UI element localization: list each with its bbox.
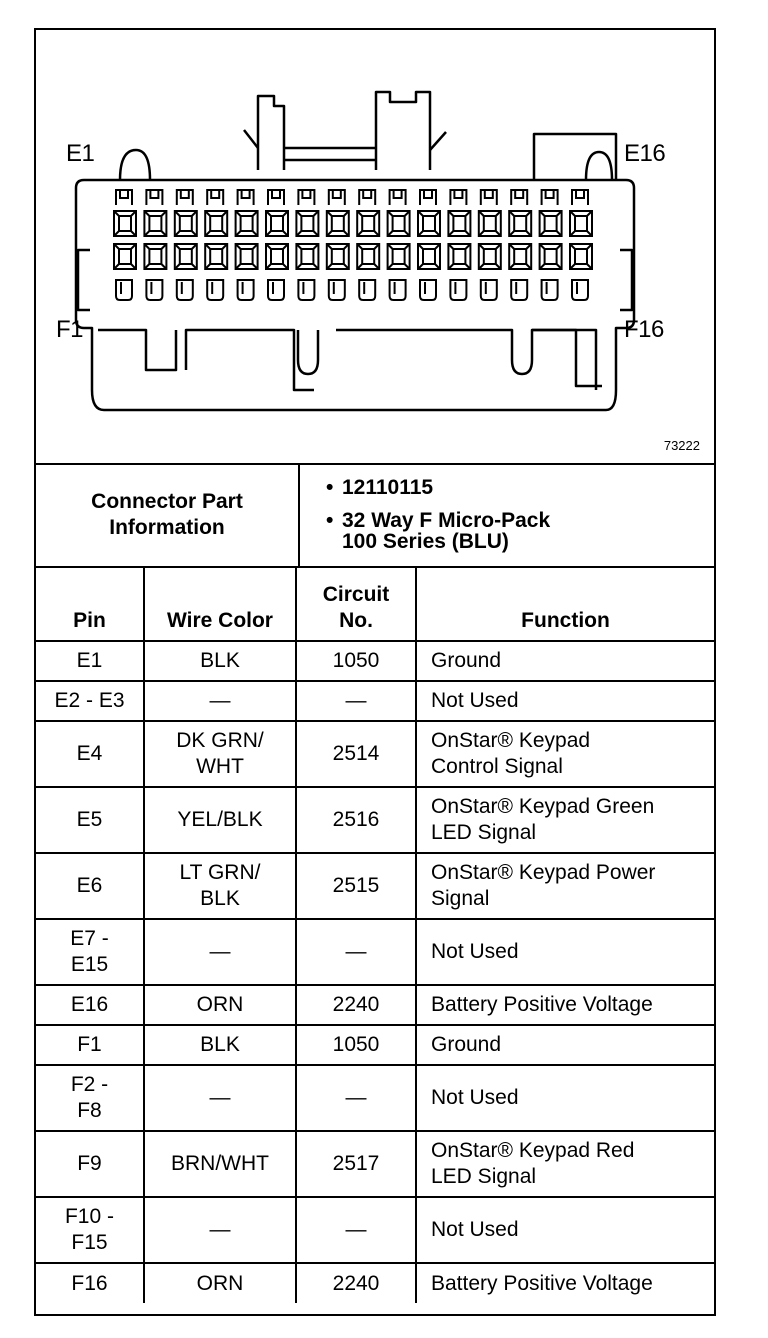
- circuit-cell: —: [296, 1197, 416, 1263]
- wire-color-cell: —: [144, 681, 296, 721]
- pin-cavity: [205, 211, 227, 236]
- top-slot: [268, 190, 284, 205]
- top-slot: [542, 190, 558, 205]
- pin-cell: F9: [36, 1131, 144, 1197]
- table-row: [36, 721, 714, 787]
- top-slot: [329, 190, 345, 205]
- pin-cell: F10 - F15: [36, 1197, 144, 1263]
- top-slot: [511, 190, 527, 205]
- top-slot: [116, 190, 132, 205]
- wire-color-cell: —: [144, 1065, 296, 1131]
- pin-cavity: [144, 211, 166, 236]
- bullet-2: •: [326, 509, 334, 532]
- bottom-slot: [298, 280, 314, 300]
- function-cell: Ground: [416, 641, 714, 681]
- top-slot: [146, 190, 162, 205]
- connector-series: 100 Series (BLU): [342, 530, 509, 553]
- wire-color-cell: ORN: [144, 985, 296, 1025]
- pin-cell: E2 - E3: [36, 681, 144, 721]
- part-number: 12110115: [342, 476, 434, 499]
- pin-cell: F1: [36, 1025, 144, 1065]
- bottom-slot: [207, 280, 223, 300]
- bottom-slot: [511, 280, 527, 300]
- pinout-table: [36, 566, 714, 1303]
- pin-cell: E7 - E15: [36, 919, 144, 985]
- table-row: [36, 853, 714, 919]
- circuit-cell: 2514: [296, 721, 416, 787]
- pin-label-e16: E16: [624, 140, 666, 167]
- bottom-slot: [481, 280, 497, 300]
- pin-cavity: [357, 244, 379, 269]
- connector-part-information: [36, 463, 714, 568]
- table-row: [36, 1065, 714, 1131]
- pin-cavity: [509, 244, 531, 269]
- pin-cavity: [418, 244, 440, 269]
- info-heading-text: Connector Part Information: [91, 489, 243, 539]
- bottom-slot: [542, 280, 558, 300]
- top-slot: [298, 190, 314, 205]
- wire-color-cell: BLK: [144, 641, 296, 681]
- top-slot: [481, 190, 497, 205]
- pin-cavity: [388, 244, 410, 269]
- table-row: [36, 1025, 714, 1065]
- function-cell: Battery Positive Voltage: [416, 985, 714, 1025]
- bottom-slot: [238, 280, 254, 300]
- description-line: [326, 504, 550, 553]
- pin-cavity: [327, 244, 349, 269]
- pin-label-f1: F1: [56, 316, 84, 343]
- info-details: [326, 471, 550, 553]
- header-wire-color: Wire Color: [144, 567, 296, 641]
- function-cell: Not Used: [416, 681, 714, 721]
- table-row: [36, 641, 714, 681]
- circuit-cell: 2515: [296, 853, 416, 919]
- pin-cell: E16: [36, 985, 144, 1025]
- pin-cavity: [236, 211, 258, 236]
- circuit-cell: 1050: [296, 641, 416, 681]
- circuit-cell: 2240: [296, 985, 416, 1025]
- bottom-slot: [329, 280, 345, 300]
- pin-cavity: [448, 244, 470, 269]
- wire-color-cell: —: [144, 1197, 296, 1263]
- pin-cavity: [479, 211, 501, 236]
- function-cell: Battery Positive Voltage: [416, 1263, 714, 1303]
- pin-cavity: [540, 244, 562, 269]
- bottom-slot: [146, 280, 162, 300]
- pin-cavity: [175, 244, 197, 269]
- info-heading: [36, 463, 300, 566]
- pin-cell: F2 - F8: [36, 1065, 144, 1131]
- top-slot: [359, 190, 375, 205]
- wire-color-cell: LT GRN/ BLK: [144, 853, 296, 919]
- bottom-slot: [390, 280, 406, 300]
- bottom-slot: [359, 280, 375, 300]
- connector-diagram: [36, 30, 714, 465]
- bottom-slot: [420, 280, 436, 300]
- pin-cavity: [570, 211, 592, 236]
- bottom-slot: [572, 280, 588, 300]
- table-row: [36, 787, 714, 853]
- pin-cell: E1: [36, 641, 144, 681]
- function-cell: OnStar® Keypad Power Signal: [416, 853, 714, 919]
- connector-sheet: [34, 28, 716, 1316]
- wire-color-cell: DK GRN/ WHT: [144, 721, 296, 787]
- pin-cavity: [296, 244, 318, 269]
- pin-cavity: [236, 244, 258, 269]
- function-cell: Ground: [416, 1025, 714, 1065]
- header-function: Function: [416, 567, 714, 641]
- table-row: [36, 985, 714, 1025]
- header-row: [36, 567, 714, 641]
- circuit-cell: —: [296, 681, 416, 721]
- function-cell: Not Used: [416, 1065, 714, 1131]
- bottom-slot: [116, 280, 132, 300]
- function-cell: Not Used: [416, 919, 714, 985]
- header-pin: Pin: [36, 567, 144, 641]
- circuit-cell: 2240: [296, 1263, 416, 1303]
- bottom-slot: [268, 280, 284, 300]
- pin-cavity: [205, 244, 227, 269]
- pin-cavity: [266, 211, 288, 236]
- circuit-cell: —: [296, 919, 416, 985]
- pin-cavity: [448, 211, 470, 236]
- pin-cavity: [327, 211, 349, 236]
- bottom-slot: [450, 280, 466, 300]
- pin-label-f16: F16: [624, 316, 664, 343]
- wire-color-cell: BLK: [144, 1025, 296, 1065]
- table-row: [36, 1131, 714, 1197]
- top-slot: [390, 190, 406, 205]
- pin-cavity: [418, 211, 440, 236]
- pin-cavity: [357, 211, 379, 236]
- pin-cell: E6: [36, 853, 144, 919]
- circuit-cell: 2517: [296, 1131, 416, 1197]
- wire-color-cell: YEL/BLK: [144, 787, 296, 853]
- pin-cavity: [266, 244, 288, 269]
- function-cell: OnStar® Keypad Green LED Signal: [416, 787, 714, 853]
- figure-number: 73222: [663, 438, 700, 453]
- pin-cavity: [540, 211, 562, 236]
- circuit-cell: 1050: [296, 1025, 416, 1065]
- pin-cavity: [479, 244, 501, 269]
- pin-cavity: [114, 211, 136, 236]
- pin-cavity: [175, 211, 197, 236]
- header-circuit-no: Circuit No.: [296, 567, 416, 641]
- function-cell: OnStar® Keypad Control Signal: [416, 721, 714, 787]
- pin-cavity: [388, 211, 410, 236]
- table-row: [36, 1197, 714, 1263]
- top-slot: [177, 190, 193, 205]
- pin-cavity: [570, 244, 592, 269]
- top-slot: [450, 190, 466, 205]
- table-row: [36, 1263, 714, 1303]
- wire-color-cell: ORN: [144, 1263, 296, 1303]
- top-slot: [238, 190, 254, 205]
- connector-description: 32 Way F Micro-Pack: [342, 509, 551, 532]
- table-row: [36, 919, 714, 985]
- pin-label-e1: E1: [66, 140, 95, 167]
- pin-cell: F16: [36, 1263, 144, 1303]
- circuit-cell: 2516: [296, 787, 416, 853]
- bullet-1: •: [326, 476, 334, 499]
- circuit-cell: —: [296, 1065, 416, 1131]
- pin-cavity: [114, 244, 136, 269]
- function-cell: Not Used: [416, 1197, 714, 1263]
- bottom-slot: [177, 280, 193, 300]
- wire-color-cell: —: [144, 919, 296, 985]
- pin-cell: E4: [36, 721, 144, 787]
- part-number-line: [326, 471, 550, 504]
- pin-cavity: [296, 211, 318, 236]
- pin-cell: E5: [36, 787, 144, 853]
- pin-cavity: [509, 211, 531, 236]
- connector-face-drawing: [36, 30, 714, 463]
- top-slot: [207, 190, 223, 205]
- pin-cavity: [144, 244, 166, 269]
- function-cell: OnStar® Keypad Red LED Signal: [416, 1131, 714, 1197]
- table-row: [36, 681, 714, 721]
- top-slot: [572, 190, 588, 205]
- top-slot: [420, 190, 436, 205]
- wire-color-cell: BRN/WHT: [144, 1131, 296, 1197]
